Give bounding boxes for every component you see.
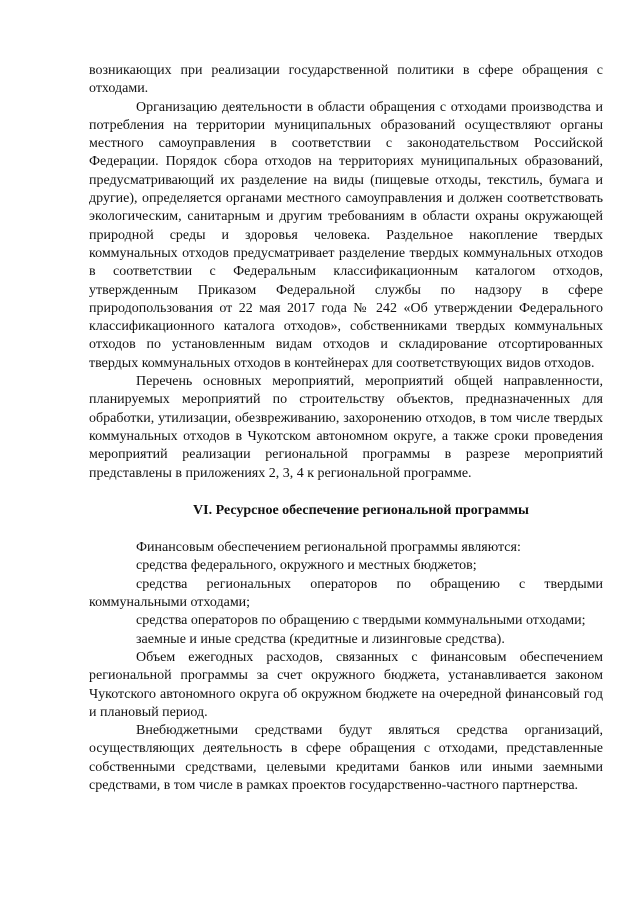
spacer xyxy=(89,520,603,539)
paragraph-continuation: возникающих при реализации государственной политики в сфере обращения с отходами. xyxy=(89,63,603,97)
paragraph-activities-list: Перечень основных мероприятий, мероприятий общей направленности, планируемых мероприятий по строительству объектов, предназначенных для обработки, утилизации, обезвреживанию, захоронению отходов, в том числе твердых коммунальных отходов в Чукотском автономном округе, а также сроки проведения мероприятий реализации региональной программы в разрезе мероприятий представлены в приложениях 2, 3, 4 к региональной программе. xyxy=(89,374,603,481)
paragraph-annual-expenses: Объем ежегодных расходов, связанных с финансовым обеспечением региональной программы за счет окружного бюджета, устанавливается законом Чукотского автономного округа об окружном бюджете на очередной финансовый год и плановый период. xyxy=(89,649,603,720)
spacer xyxy=(89,483,603,502)
section-heading: VI. Ресурсное обеспечение региональной программы xyxy=(193,502,529,518)
list-item-operators: средства операторов по обращению с твердыми коммунальными отходами; xyxy=(136,613,586,629)
paragraph-extrabudgetary: Внебюджетными средствами будут являться средства организаций, осуществляющих деятельность в сфере обращения с отходами, представленные собственными средствами, целевыми кредитами банков или иными заемными средствами, в том числе в рамках проектов государственно-частного партнерства. xyxy=(89,723,603,793)
paragraph-funding-intro: Финансовым обеспечением региональной программы являются: xyxy=(136,540,521,556)
list-item-regional-operators: средства региональных операторов по обращению с твердыми коммунальными отходами; xyxy=(89,576,603,611)
paragraph-waste-management-organization: Организацию деятельности в области обращения с отходами производства и потребления на территории муниципальных образований осуществляют органы местного самоуправления в соответствии с законодательством Российской Федерации. Порядок сбора отходов на территориях муниципальных образований, предусматривающий их разделение на виды (пищевые отходы, текстиль, бумага и другие), определяется органами местного самоуправления и должен соответствовать экологическим, санитарным и другим требованиям в области охраны окружающей природной среды и здоровья человека. Раздельное накопление твердых коммунальных отходов предусматривает разделение твердых коммунальных отходов в соответствии с Федеральным классификационным каталогом отходов, утвержденным Приказом Федеральной службы по надзору в сфере природопользования от 22 мая 2017 года № 242 «Об утверждении Федерального классификационного каталога отходов», собственниками твердых коммунальных отходов по установленным видам отходов и складирование отсортированных твердых коммунальных отходов в контейнерах для соответствующих видов отходов. xyxy=(89,99,603,371)
list-item-budgets: средства федерального, окружного и местных бюджетов; xyxy=(136,558,477,574)
document-page xyxy=(89,62,603,795)
list-item-loans: заемные и иные средства (кредитные и лизинговые средства). xyxy=(136,631,505,647)
